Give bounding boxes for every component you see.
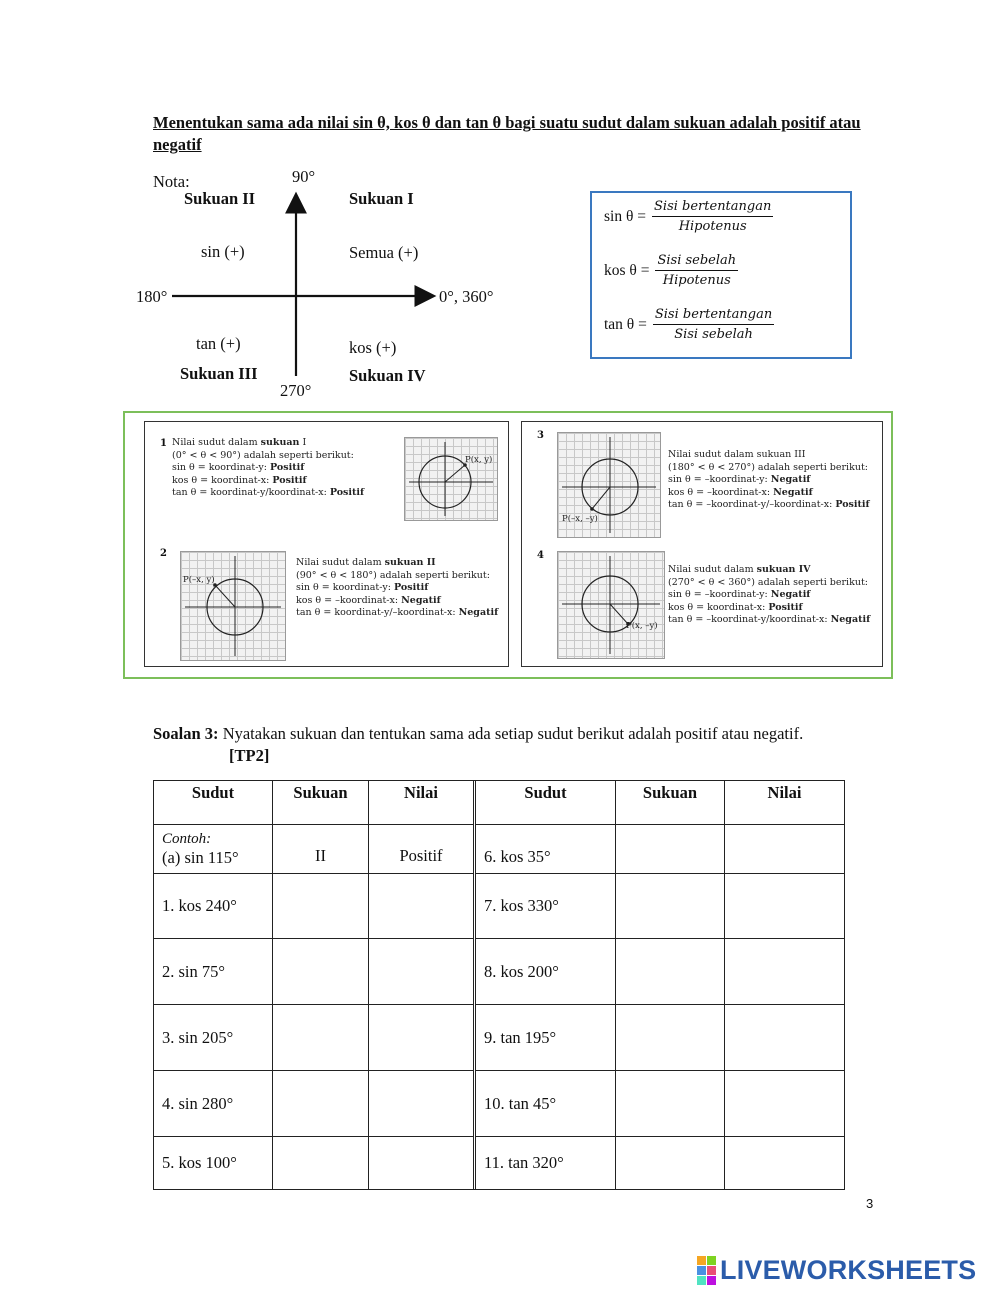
quadrant-1-sign: Semua (+) bbox=[349, 243, 419, 262]
table-row bbox=[154, 825, 845, 874]
left-item-1: 1. kos 240° bbox=[154, 874, 273, 939]
sin-label: sin θ = bbox=[604, 207, 647, 225]
table-row bbox=[154, 874, 845, 939]
page-number: 3 bbox=[866, 1196, 874, 1211]
question-text bbox=[153, 723, 893, 767]
example-cell: Contoh: (a) sin 115° bbox=[154, 825, 273, 874]
question-label: Soalan 3: bbox=[153, 724, 219, 743]
sin-numerator: Sisi bertentangan bbox=[652, 199, 773, 217]
panel-4-text: Nilai sudut dalam sukuan IV (270° < θ < 360°) adalah seperti berikut: sin θ = –koordinat-y: Negatif kos θ = koordinat-x: Positif tan θ = –koordinat-y/koordinat-x: Negatif bbox=[668, 564, 871, 625]
example-sukuan: II bbox=[273, 825, 369, 874]
answer-table bbox=[153, 780, 845, 1190]
answer-nilai-8[interactable] bbox=[725, 939, 845, 1005]
quadrant-2-sign: sin (+) bbox=[201, 242, 245, 261]
left-item-5: 5. kos 100° bbox=[154, 1137, 273, 1190]
left-item-2: 2. sin 75° bbox=[154, 939, 273, 1005]
example-nilai: Positif bbox=[369, 825, 474, 874]
header-sukuan-left: Sukuan bbox=[273, 781, 369, 825]
answer-nilai-9[interactable] bbox=[725, 1005, 845, 1071]
answer-sukuan-11[interactable] bbox=[616, 1137, 725, 1190]
angle-90-label: 90° bbox=[292, 167, 316, 186]
table-row bbox=[154, 939, 845, 1005]
kos-numerator: Sisi sebelah bbox=[655, 253, 738, 271]
panel-3-text: Nilai sudut dalam sukuan III (180° < θ < 270°) adalah seperti berikut: sin θ = –koordinat-y: Negatif kos θ = –koordinat-x: Negatif tan θ = –koordinat-y/–koordinat-x: Positif bbox=[668, 449, 870, 510]
panel-2-text: Nilai sudut dalam sukuan II (90° < θ < 180°) adalah seperti berikut: sin θ = koordinat-y: Positif kos θ = –koordinat-x: Negatif tan θ = koordinat-y/–koordinat-x: Negatif bbox=[296, 557, 499, 618]
panel-4-number: 4 bbox=[537, 550, 544, 561]
header-sudut-right: Sudut bbox=[476, 781, 616, 825]
right-item-8: 8. kos 200° bbox=[476, 939, 616, 1005]
panel-2-unit-circle: P(–x, y) bbox=[180, 551, 286, 661]
quadrant-3-sign: tan (+) bbox=[196, 334, 241, 353]
tan-denominator: Sisi sebelah bbox=[674, 327, 753, 342]
kos-denominator: Hipotenus bbox=[662, 273, 731, 288]
header-nilai-left: Nilai bbox=[369, 781, 474, 825]
brand-logo bbox=[697, 1255, 976, 1286]
panel-4-unit-circle: P(x, –y) bbox=[557, 551, 665, 659]
right-item-7: 7. kos 330° bbox=[476, 874, 616, 939]
right-item-10: 10. tan 45° bbox=[476, 1071, 616, 1137]
tan-numerator: Sisi bertentangan bbox=[653, 307, 774, 325]
angle-0-360-label: 0°, 360° bbox=[439, 287, 494, 306]
kos-ratio bbox=[604, 253, 738, 288]
quadrant-2-name: Sukuan II bbox=[184, 189, 256, 208]
quadrant-1-name: Sukuan I bbox=[349, 189, 414, 208]
page-heading: Menentukan sama ada nilai sin θ, kos θ dan tan θ bagi suatu sudut dalam sukuan adalah positif atau negatif bbox=[153, 113, 861, 154]
answer-sukuan-1[interactable] bbox=[273, 874, 369, 939]
brand-blocks-icon bbox=[697, 1256, 716, 1285]
table-row bbox=[154, 1071, 845, 1137]
answer-sukuan-2[interactable] bbox=[273, 939, 369, 1005]
panel-1-unit-circle: P(x, y) bbox=[404, 437, 498, 521]
right-item-6: 6. kos 35° bbox=[476, 825, 616, 874]
answer-nilai-10[interactable] bbox=[725, 1071, 845, 1137]
table-row bbox=[154, 1137, 845, 1190]
answer-nilai-6[interactable] bbox=[725, 825, 845, 874]
axes-svg bbox=[170, 190, 440, 380]
sin-denominator: Hipotenus bbox=[678, 219, 747, 234]
answer-nilai-11[interactable] bbox=[725, 1137, 845, 1190]
panel-1-number: 1 bbox=[160, 438, 167, 449]
question-level: [TP2] bbox=[229, 746, 270, 765]
question-body: Nyatakan sukuan dan tentukan sama ada setiap sudut berikut adalah positif atau negatif. bbox=[218, 724, 804, 743]
right-item-11: 11. tan 320° bbox=[476, 1137, 616, 1190]
header-sudut-left: Sudut bbox=[154, 781, 273, 825]
tan-ratio bbox=[604, 307, 774, 342]
answer-nilai-5[interactable] bbox=[369, 1137, 474, 1190]
table-row bbox=[154, 1005, 845, 1071]
sin-ratio bbox=[604, 199, 773, 234]
answer-sukuan-6[interactable] bbox=[616, 825, 725, 874]
angle-180-label: 180° bbox=[136, 287, 168, 306]
quadrant-4-sign: kos (+) bbox=[349, 338, 397, 357]
answer-sukuan-10[interactable] bbox=[616, 1071, 725, 1137]
answer-sukuan-7[interactable] bbox=[616, 874, 725, 939]
header-nilai-right: Nilai bbox=[725, 781, 845, 825]
answer-sukuan-9[interactable] bbox=[616, 1005, 725, 1071]
brand-text: LIVEWORKSHEETS bbox=[720, 1255, 977, 1285]
left-item-3: 3. sin 205° bbox=[154, 1005, 273, 1071]
answer-nilai-7[interactable] bbox=[725, 874, 845, 939]
answer-sukuan-4[interactable] bbox=[273, 1071, 369, 1137]
panel-2-number: 2 bbox=[160, 548, 167, 559]
answer-nilai-2[interactable] bbox=[369, 939, 474, 1005]
answer-sukuan-3[interactable] bbox=[273, 1005, 369, 1071]
panel-3-unit-circle: P(–x, –y) bbox=[557, 432, 661, 538]
right-item-9: 9. tan 195° bbox=[476, 1005, 616, 1071]
trig-ratio-box bbox=[590, 191, 852, 359]
left-item-4: 4. sin 280° bbox=[154, 1071, 273, 1137]
answer-nilai-1[interactable] bbox=[369, 874, 474, 939]
panel-1-text: Nilai sudut dalam sukuan I (0° < θ < 90°) adalah seperti berikut: sin θ = koordinat-y: Positif kos θ = koordinat-x: Positif tan θ = koordinat-y/koordinat-x: Positif bbox=[172, 437, 365, 498]
answer-nilai-3[interactable] bbox=[369, 1005, 474, 1071]
header-sukuan-right: Sukuan bbox=[616, 781, 725, 825]
tan-label: tan θ = bbox=[604, 315, 647, 333]
nota-label: Nota: bbox=[153, 172, 190, 191]
table-header-row bbox=[154, 781, 845, 825]
angle-270-label: 270° bbox=[280, 381, 312, 400]
answer-sukuan-8[interactable] bbox=[616, 939, 725, 1005]
quadrant-3-name: Sukuan III bbox=[180, 364, 258, 383]
answer-sukuan-5[interactable] bbox=[273, 1137, 369, 1190]
answer-nilai-4[interactable] bbox=[369, 1071, 474, 1137]
quadrant-4-name: Sukuan IV bbox=[349, 366, 426, 385]
kos-label: kos θ = bbox=[604, 261, 650, 279]
panel-3-number: 3 bbox=[537, 430, 544, 441]
